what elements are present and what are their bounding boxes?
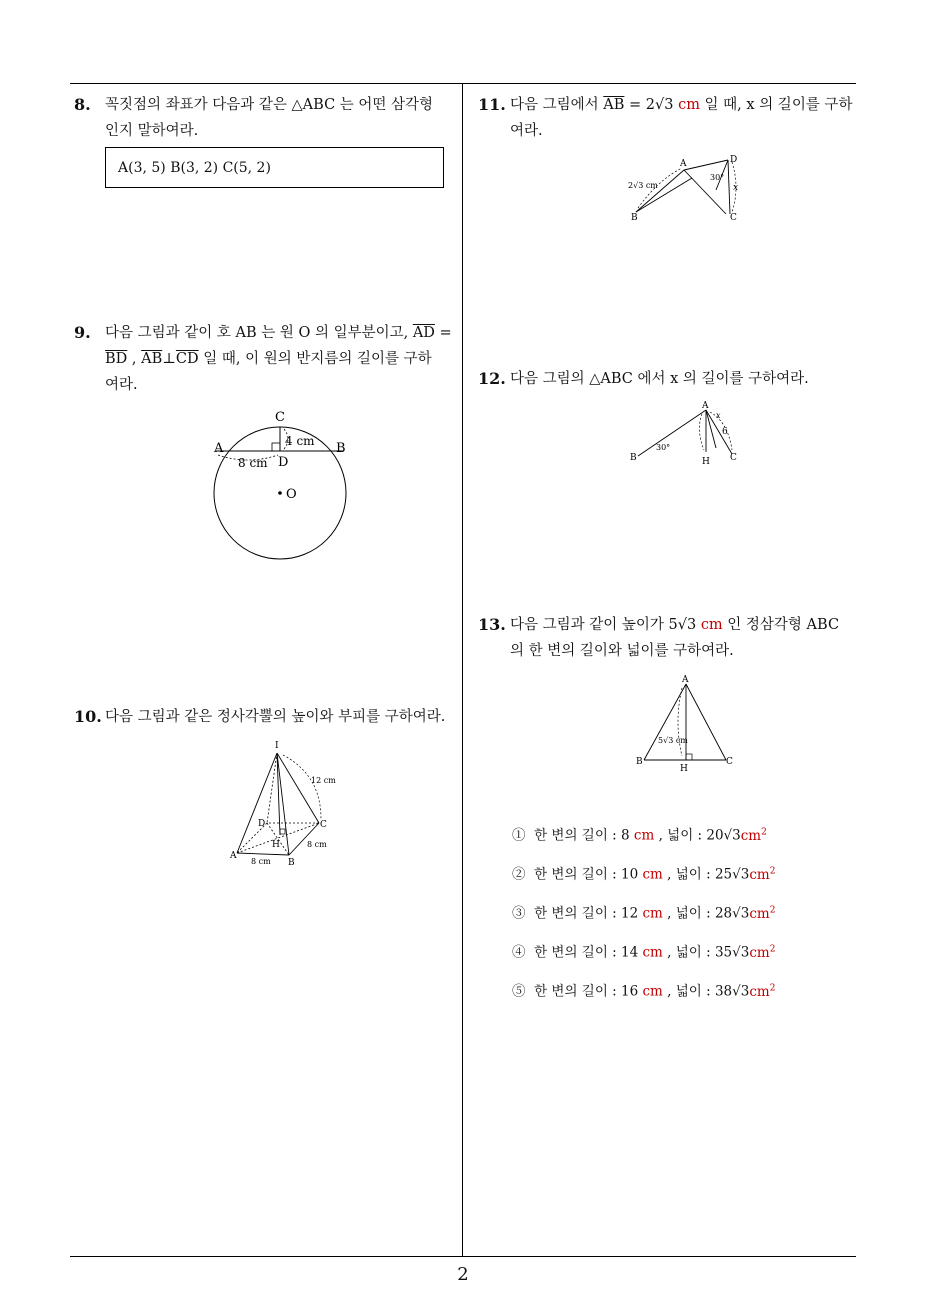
q8-coordinates-box: A(3, 5) B(3, 2) C(5, 2) <box>105 147 444 188</box>
q12-label-h: H <box>702 457 710 467</box>
option-area-label: , 넓이 : <box>662 983 715 1000</box>
q11-label-x: x <box>733 183 739 193</box>
option-cm2: $cm^2$ <box>740 827 767 844</box>
q9-label-o: O <box>286 487 297 502</box>
q10-pyramid-figure <box>225 735 345 870</box>
option-cm: cm <box>642 866 663 883</box>
option-side: 8 <box>621 827 630 844</box>
option-cm2: $cm^2$ <box>749 983 776 1000</box>
q13-label-height: 5√3 cm <box>658 736 688 745</box>
option-area: 25√3 <box>714 866 750 883</box>
q13-line1-rest: 인 정삼각형 ABC <box>722 617 840 633</box>
q9-comma: , <box>127 351 142 367</box>
q9-label-ad-length: 8 cm <box>238 456 268 470</box>
q10-label-edge: 12 cm <box>311 776 336 785</box>
option-side-label: 한 변의 길이 : <box>534 944 622 961</box>
q13-label-b: B <box>636 757 643 767</box>
q12-label-x: x <box>716 411 721 420</box>
option-cm2: $cm^2$ <box>749 866 776 883</box>
option-side: 14 <box>621 944 639 961</box>
q9-seg-ab: $\overline{AB}$ <box>141 351 163 367</box>
q12-triangle-figure <box>626 400 746 470</box>
option-cm2: $cm^2$ <box>749 944 776 961</box>
q11-seg-ab: $\overline{AB}$ <box>603 97 625 113</box>
q13-option-3[interactable] <box>512 900 775 924</box>
q10-label-h: H <box>272 840 280 850</box>
option-mark: ③ <box>512 905 526 922</box>
q13-option-2[interactable] <box>512 861 775 885</box>
option-side-label: 한 변의 길이 : <box>534 827 622 844</box>
option-cm2: $cm^2$ <box>749 905 776 922</box>
q9-seg-cd: $\overline{CD}$ <box>175 351 199 367</box>
q9-number: 9. <box>74 323 91 342</box>
q8-number: 8. <box>74 95 91 114</box>
q9-seg-ad: $\overline{AD}$ <box>412 325 435 341</box>
q12-label-six: 6 <box>722 427 728 437</box>
q9-label-d: D <box>278 455 289 470</box>
option-cm: cm <box>642 905 663 922</box>
q9-seg-bd: $\overline{BD}$ <box>105 351 128 367</box>
q12-number: 12. <box>478 369 506 388</box>
q13-label-a: A <box>682 675 689 685</box>
q10-text: 다음 그림과 같은 정사각뿔의 높이와 부피를 구하여라. <box>105 709 446 725</box>
q11-label-len: 2√3 cm <box>628 181 658 190</box>
option-area-label: , 넓이 : <box>662 866 715 883</box>
option-area-label: , 넓이 : <box>662 905 715 922</box>
q9-line3: 여라. <box>105 377 138 393</box>
q13-equilateral-figure <box>630 672 740 772</box>
q9-line1 <box>105 320 452 346</box>
option-mark: ④ <box>512 944 526 961</box>
q10-label-side: 8 cm <box>251 857 271 866</box>
q13-unit: cm <box>700 617 723 633</box>
q11-line1-text: 다음 그림에서 <box>510 97 604 113</box>
q11-label-b: B <box>631 213 638 223</box>
q11-line1-eq: = 2√3 <box>624 97 679 113</box>
option-mark: ① <box>512 827 526 844</box>
option-side: 16 <box>621 983 639 1000</box>
q9-line2 <box>105 346 432 372</box>
q13-line2: 의 한 변의 길이와 넓이를 구하여라. <box>510 643 734 659</box>
q11-triangle-figure <box>622 150 752 225</box>
q12-label-b: B <box>630 453 637 463</box>
top-rule <box>70 83 856 84</box>
q12-text: 다음 그림의 △ABC 에서 x 의 길이를 구하여라. <box>510 371 809 387</box>
bottom-rule <box>70 1256 856 1257</box>
q10-label-a: A <box>230 851 237 861</box>
q9-label-c: C <box>275 410 285 425</box>
q9-label-cd-length: 4 cm <box>285 434 315 448</box>
q9-label-b: B <box>336 441 346 456</box>
q9-line2-text: 일 때, 이 원의 반지름의 길이를 구하 <box>198 351 432 367</box>
q11-line2: 여라. <box>510 123 543 139</box>
option-side: 10 <box>621 866 639 883</box>
q8-line2: 인지 말하여라. <box>105 123 199 139</box>
q8-line1: 꼭짓점의 좌표가 다음과 같은 △ABC 는 어떤 삼각형 <box>105 97 434 113</box>
q11-label-a: A <box>680 159 687 169</box>
q9-circle-figure <box>200 405 360 565</box>
q12-label-a: A <box>702 401 709 411</box>
option-area-label: , 넓이 : <box>662 944 715 961</box>
q13-label-c: C <box>726 757 733 767</box>
q13-line1 <box>510 612 839 638</box>
option-cm: cm <box>633 827 655 844</box>
option-area: 20√3 <box>706 827 741 844</box>
q9-line1-text: 다음 그림과 같이 호 AB 는 원 O 의 일부분이고, <box>105 325 413 341</box>
option-side: 12 <box>621 905 639 922</box>
q11-number: 11. <box>478 95 506 114</box>
q13-line1-text: 다음 그림과 같이 높이가 5√3 <box>510 617 701 633</box>
option-cm: cm <box>642 944 663 961</box>
q13-number: 13. <box>478 615 506 634</box>
q12-label-angle: 30° <box>656 443 671 452</box>
q10-label-apex: I <box>275 741 279 751</box>
q11-line1-rest: 일 때, x 의 길이를 구하 <box>699 97 853 113</box>
option-side-label: 한 변의 길이 : <box>534 905 622 922</box>
q10-label-d: D <box>258 819 266 829</box>
option-side-label: 한 변의 길이 : <box>534 983 622 1000</box>
q10-label-side2: 8 cm <box>307 840 327 849</box>
option-mark: ⑤ <box>512 983 526 1000</box>
q12-label-c: C <box>730 453 737 463</box>
option-cm: cm <box>642 983 663 1000</box>
q10-label-b: B <box>288 858 295 868</box>
option-area: 28√3 <box>714 905 750 922</box>
page-number: 2 <box>457 1264 469 1285</box>
q13-option-1[interactable] <box>512 822 767 846</box>
q11-unit: cm <box>678 97 700 113</box>
option-area: 35√3 <box>714 944 750 961</box>
option-area-label: , 넓이 : <box>654 827 707 844</box>
q9-label-a: A <box>214 441 224 456</box>
q10-label-c: C <box>320 820 327 830</box>
q13-option-4[interactable] <box>512 939 775 963</box>
column-divider <box>462 83 463 1256</box>
q13-label-h: H <box>680 764 688 772</box>
q11-label-c: C <box>730 213 737 223</box>
q13-option-5[interactable] <box>512 978 775 1002</box>
option-mark: ② <box>512 866 526 883</box>
q9-perp: ⊥ <box>162 351 176 367</box>
q11-label-angle: 30° <box>710 173 725 182</box>
q11-label-d: D <box>730 155 738 165</box>
q11-line1 <box>510 92 852 118</box>
q10-number: 10. <box>74 707 102 726</box>
q9-eq: = <box>434 325 452 341</box>
option-side-label: 한 변의 길이 : <box>534 866 622 883</box>
option-area: 38√3 <box>714 983 750 1000</box>
